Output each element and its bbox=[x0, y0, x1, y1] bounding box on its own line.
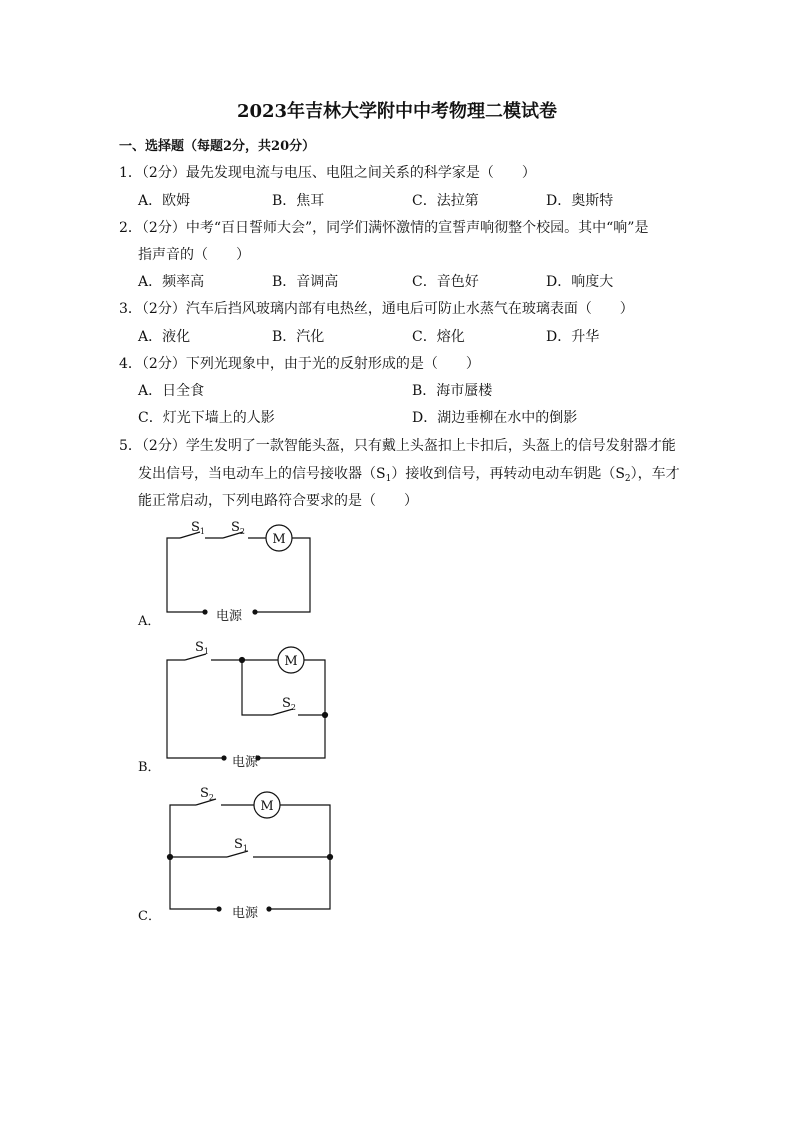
question-1-stem: 1．（2分）最先发现电流与电压、电阻之间关系的科学家是（ ） bbox=[119, 165, 536, 181]
circuit-c-power: 电源 bbox=[232, 906, 259, 921]
q2-option-a: A．频率高 bbox=[138, 274, 205, 290]
q4-option-a: A．日全食 bbox=[138, 383, 205, 399]
q3-option-c: C．熔化 bbox=[412, 329, 465, 345]
circuit-a-motor: M bbox=[272, 532, 286, 547]
circuit-a-s2-label: $S_2$ bbox=[231, 520, 245, 536]
q1-option-b: B．焦耳 bbox=[272, 193, 325, 209]
circuit-c-motor: M bbox=[260, 799, 274, 814]
circuit-b-motor: M bbox=[284, 654, 298, 669]
circuit-b bbox=[167, 647, 328, 760]
q5-line2-part1: 发出信号，当电动车上的信号接收器（S bbox=[138, 466, 386, 482]
circuit-c-option-label: C． bbox=[138, 909, 161, 924]
q4-option-d: D．湖边垂柳在水中的倒影 bbox=[412, 410, 578, 426]
q5-line2-part3: ），车才 bbox=[630, 466, 680, 482]
circuit-a-option-label: A． bbox=[138, 614, 161, 629]
circuit-b-s2-label: $S_2$ bbox=[282, 696, 296, 712]
circuit-c-s2-label: $S_2$ bbox=[200, 786, 214, 802]
q2-option-d: D．响度大 bbox=[546, 274, 614, 290]
q2-option-b: B．音调高 bbox=[272, 274, 339, 290]
q3-option-d: D．升华 bbox=[546, 329, 600, 345]
question-3-stem: 3．（2分）汽车后挡风玻璃内部有电热丝，通电后可防止水蒸气在玻璃表面（ ） bbox=[119, 301, 634, 317]
section-heading: 一、选择题（每题2分，共20分） bbox=[119, 139, 316, 154]
circuit-b-option-label: B． bbox=[138, 760, 161, 775]
page-title: 2023年吉林大学附中中考物理二模试卷 bbox=[236, 101, 558, 122]
q5-line2-part2: ）接收到信号，再转动电动车钥匙（S bbox=[391, 466, 625, 482]
q3-option-a: A．液化 bbox=[138, 329, 191, 345]
circuit-a bbox=[167, 525, 310, 614]
q2-option-c: C．音色好 bbox=[412, 274, 479, 290]
circuit-c-s1-label: $S_1$ bbox=[234, 837, 248, 853]
q5-s1-subscript: 1 bbox=[385, 474, 392, 484]
q3-option-b: B．汽化 bbox=[272, 329, 325, 345]
circuit-a-power: 电源 bbox=[216, 609, 243, 624]
question-5-stem-line1: 5．（2分）学生发明了一款智能头盔，只有戴上头盔扣上卡扣后，头盔上的信号发射器才能 bbox=[119, 438, 676, 454]
q4-option-c: C．灯光下墙上的人影 bbox=[138, 410, 275, 426]
circuit-c bbox=[168, 792, 333, 911]
question-4-stem: 4．（2分）下列光现象中，由于光的反射形成的是（ ） bbox=[119, 356, 480, 372]
question-2-stem-line1: 2．（2分）中考“百日誓师大会”，同学们满怀激情的宣誓声响彻整个校园。其中“响”是 bbox=[119, 220, 649, 236]
circuit-b-s1-label: $S_1$ bbox=[195, 640, 209, 656]
q1-option-d: D．奥斯特 bbox=[546, 193, 614, 209]
q5-s2-subscript: 2 bbox=[624, 474, 631, 484]
circuit-b-power: 电源 bbox=[232, 755, 259, 770]
circuit-a-s1-label: $S_1$ bbox=[191, 520, 205, 536]
question-2-stem-line2: 指声音的（ ） bbox=[138, 247, 250, 263]
q1-option-c: C．法拉第 bbox=[412, 193, 479, 209]
q1-option-a: A．欧姆 bbox=[138, 193, 191, 209]
question-5-stem-line3: 能正常启动，下列电路符合要求的是（ ） bbox=[138, 493, 418, 509]
q4-option-b: B．海市蜃楼 bbox=[412, 383, 493, 399]
